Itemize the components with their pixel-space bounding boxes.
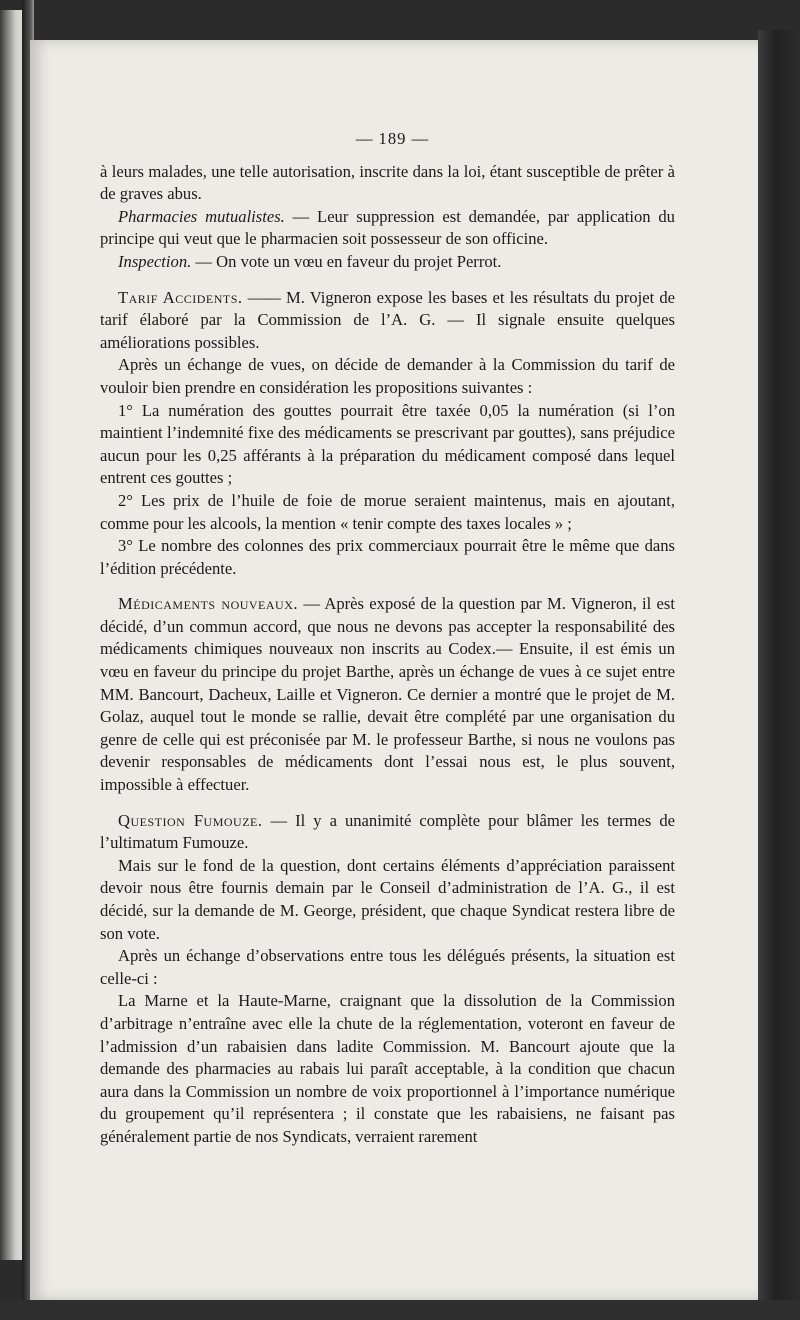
paragraph-body: — Il y a unanimité complète pour blâmer les termes de l’ultimatum Fumouze. [100, 810, 675, 853]
page-shadow-edge [758, 30, 800, 1320]
paragraph-body: La Marne et la Haute-Marne, craignant que la dissolution de la Commission d’arbitrage n’entraîne avec elle la chute de la réglementation, voteront en faveur de l’admission d’un rabaisien dans ladite Commission. M. Bancourt ajoute que la demande des pharmacies au rabais lui paraît acceptable, à la condition que chacun aura dans la Commission un nombre de voix proportionnel à l’importance numérique du groupement qu’il représentera ; il constate que les rabaisiens, ne faisant pas généralement partie de nos Syndicats, verraient rarement [100, 991, 675, 1146]
paragraph [100, 400, 675, 490]
paragraph-list [100, 161, 675, 1149]
paragraph-body: — On vote un vœu en faveur du projet Perrot. [191, 251, 502, 271]
paragraph-body: — Après exposé de la question par M. Vigneron, il est décidé, d’un commun accord, que nous ne devons pas accepter la responsabilité des médicaments chimiques nouveaux non inscrits au Codex.— Ensuite, il est émis un vœu en faveur du principe du projet Barthe, après un échange de vues à ce sujet entre MM. Bancourt, Dacheux, Laille et Vigneron. Ce dernier a montré que le projet de M. Golaz, auquel tout le monde se rallie, devait être complété par une organisation du genre de celle qui est préconisée par M. le professeur Barthe, si nous ne voulons pas devenir responsables de médicaments dont l’essai nous est, le plus souvent, impossible à effectuer. [100, 594, 675, 795]
paragraph [100, 161, 675, 206]
paragraph-body: à leurs malades, une telle autorisation, inscrite dans la loi, étant susceptible de prêter à de graves abus. [100, 161, 675, 204]
paragraph [100, 206, 675, 251]
paragraph [100, 287, 675, 355]
paragraph-body: 3° Le nombre des colonnes des prix commerciaux pourrait être le même que dans l’édition précédente. [100, 536, 675, 578]
paragraph-heading: Question Fumouze. [118, 810, 263, 830]
paragraph [100, 535, 675, 580]
page-number: — 189 — [355, 129, 430, 148]
paragraph-body: — Leur suppression est demandée, par application du principe qui veut que le pharmacien soit possesseur de son officine. [100, 206, 675, 249]
paragraph-body: 2° Les prix de l’huile de foie de morue seraient maintenus, mais en ajoutant, comme pour les alcools, la mention « tenir compte des taxes locales » ; [100, 490, 675, 533]
paragraph-body: 1° La numération des gouttes pourrait être taxée 0,05 la numération (si l’on maintient l’indemnité fixe des médicaments se prescrivant par gouttes), sans préjudice aucun pour les 0,25 afférants à la préparation du médicament composé dans lequel entrent ces gouttes ; [100, 400, 675, 488]
paragraph [100, 251, 675, 274]
paragraph [100, 945, 675, 990]
paragraph-body: Après un échange de vues, on décide de demander à la Commission du tarif de vouloir bien prendre en considération les propositions suivantes : [100, 355, 675, 397]
paragraph-heading: Pharmacies mutualistes. [118, 206, 285, 226]
paragraph [100, 990, 675, 1148]
paragraph [100, 490, 675, 535]
paragraph [100, 810, 675, 855]
paragraph-body: Après un échange d’observations entre tous les délégués présents, la situation est celle-ci : [100, 946, 675, 988]
paragraph-body: —— M. Vigneron expose les bases et les résultats du projet de tarif élaboré par la Commission de l’A. G. — Il signale ensuite quelques améliorations possibles. [100, 287, 676, 352]
paragraph [100, 593, 675, 796]
paragraph [100, 855, 675, 945]
page-text [100, 128, 675, 1149]
paragraph-body: Mais sur le fond de la question, dont certains éléments d’appréciation paraissent devoir nous être fournis demain par le Conseil d’administration de l’A. G., il est décidé, sur la demande de M. George, président, que chaque Syndicat restera libre de son vote. [100, 855, 675, 943]
paragraph-heading: Médicaments nouveaux. [118, 594, 299, 614]
paragraph-heading: Tarif Accidents. [118, 287, 243, 307]
scan-border [0, 1300, 800, 1320]
paragraph-heading: Inspection. [118, 251, 192, 271]
paragraph [100, 354, 675, 399]
